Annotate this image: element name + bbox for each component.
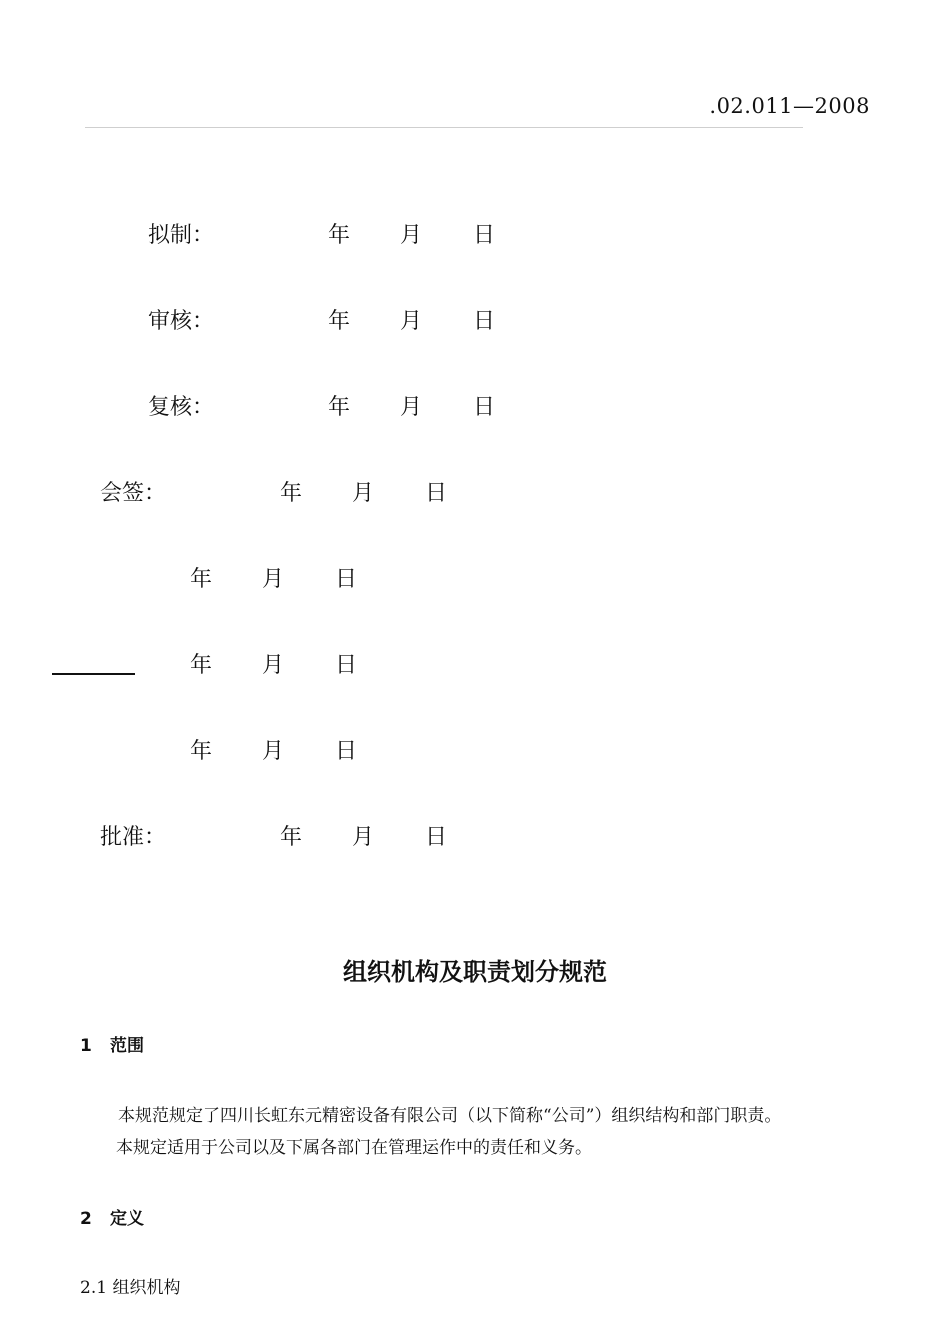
scope-paragraph: 本规范规定了四川长虹东元精密设备有限公司（以下简称“公司”）组织结构和部门职责。	[118, 1106, 782, 1126]
section-number: 1	[80, 1036, 92, 1056]
section-title: 定义	[110, 1209, 144, 1229]
year-label: 年	[280, 825, 303, 850]
section-title: 范围	[110, 1036, 144, 1056]
month-label: 月	[262, 567, 285, 592]
day-label: 日	[473, 395, 496, 420]
section-heading-definitions	[80, 1204, 144, 1229]
month-label: 月	[400, 223, 423, 248]
approve-label: 批准：	[100, 825, 167, 850]
subsection-title: 组织机构	[112, 1278, 181, 1298]
month-label: 月	[400, 395, 423, 420]
year-label: 年	[190, 567, 213, 592]
day-label: 日	[335, 739, 358, 764]
month-label: 月	[352, 825, 375, 850]
document-number: .02.011—2008	[709, 94, 870, 118]
document-title: 组织机构及职责划分规范	[343, 958, 607, 986]
day-label: 日	[473, 223, 496, 248]
recheck-label: 复核：	[148, 395, 215, 420]
month-label: 月	[262, 739, 285, 764]
day-label: 日	[425, 481, 448, 506]
year-label: 年	[328, 395, 351, 420]
draft-label: 拟制：	[148, 223, 215, 248]
review-label: 审核：	[148, 309, 215, 334]
month-label: 月	[352, 481, 375, 506]
signature-blank-line	[52, 673, 135, 675]
day-label: 日	[425, 825, 448, 850]
day-label: 日	[335, 653, 358, 678]
year-label: 年	[328, 223, 351, 248]
scope-paragraph: 本规定适用于公司以及下属各部门在管理运作中的责任和义务。	[116, 1138, 592, 1158]
countersign-label: 会签：	[100, 481, 167, 506]
year-label: 年	[190, 653, 213, 678]
year-label: 年	[190, 739, 213, 764]
header-divider	[85, 127, 803, 128]
subsection-heading-organization	[80, 1273, 180, 1298]
subsection-number: 2.1	[80, 1278, 108, 1298]
section-heading-scope	[80, 1031, 144, 1056]
day-label: 日	[335, 567, 358, 592]
day-label: 日	[473, 309, 496, 334]
month-label: 月	[262, 653, 285, 678]
month-label: 月	[400, 309, 423, 334]
section-number: 2	[80, 1209, 92, 1229]
year-label: 年	[328, 309, 351, 334]
year-label: 年	[280, 481, 303, 506]
